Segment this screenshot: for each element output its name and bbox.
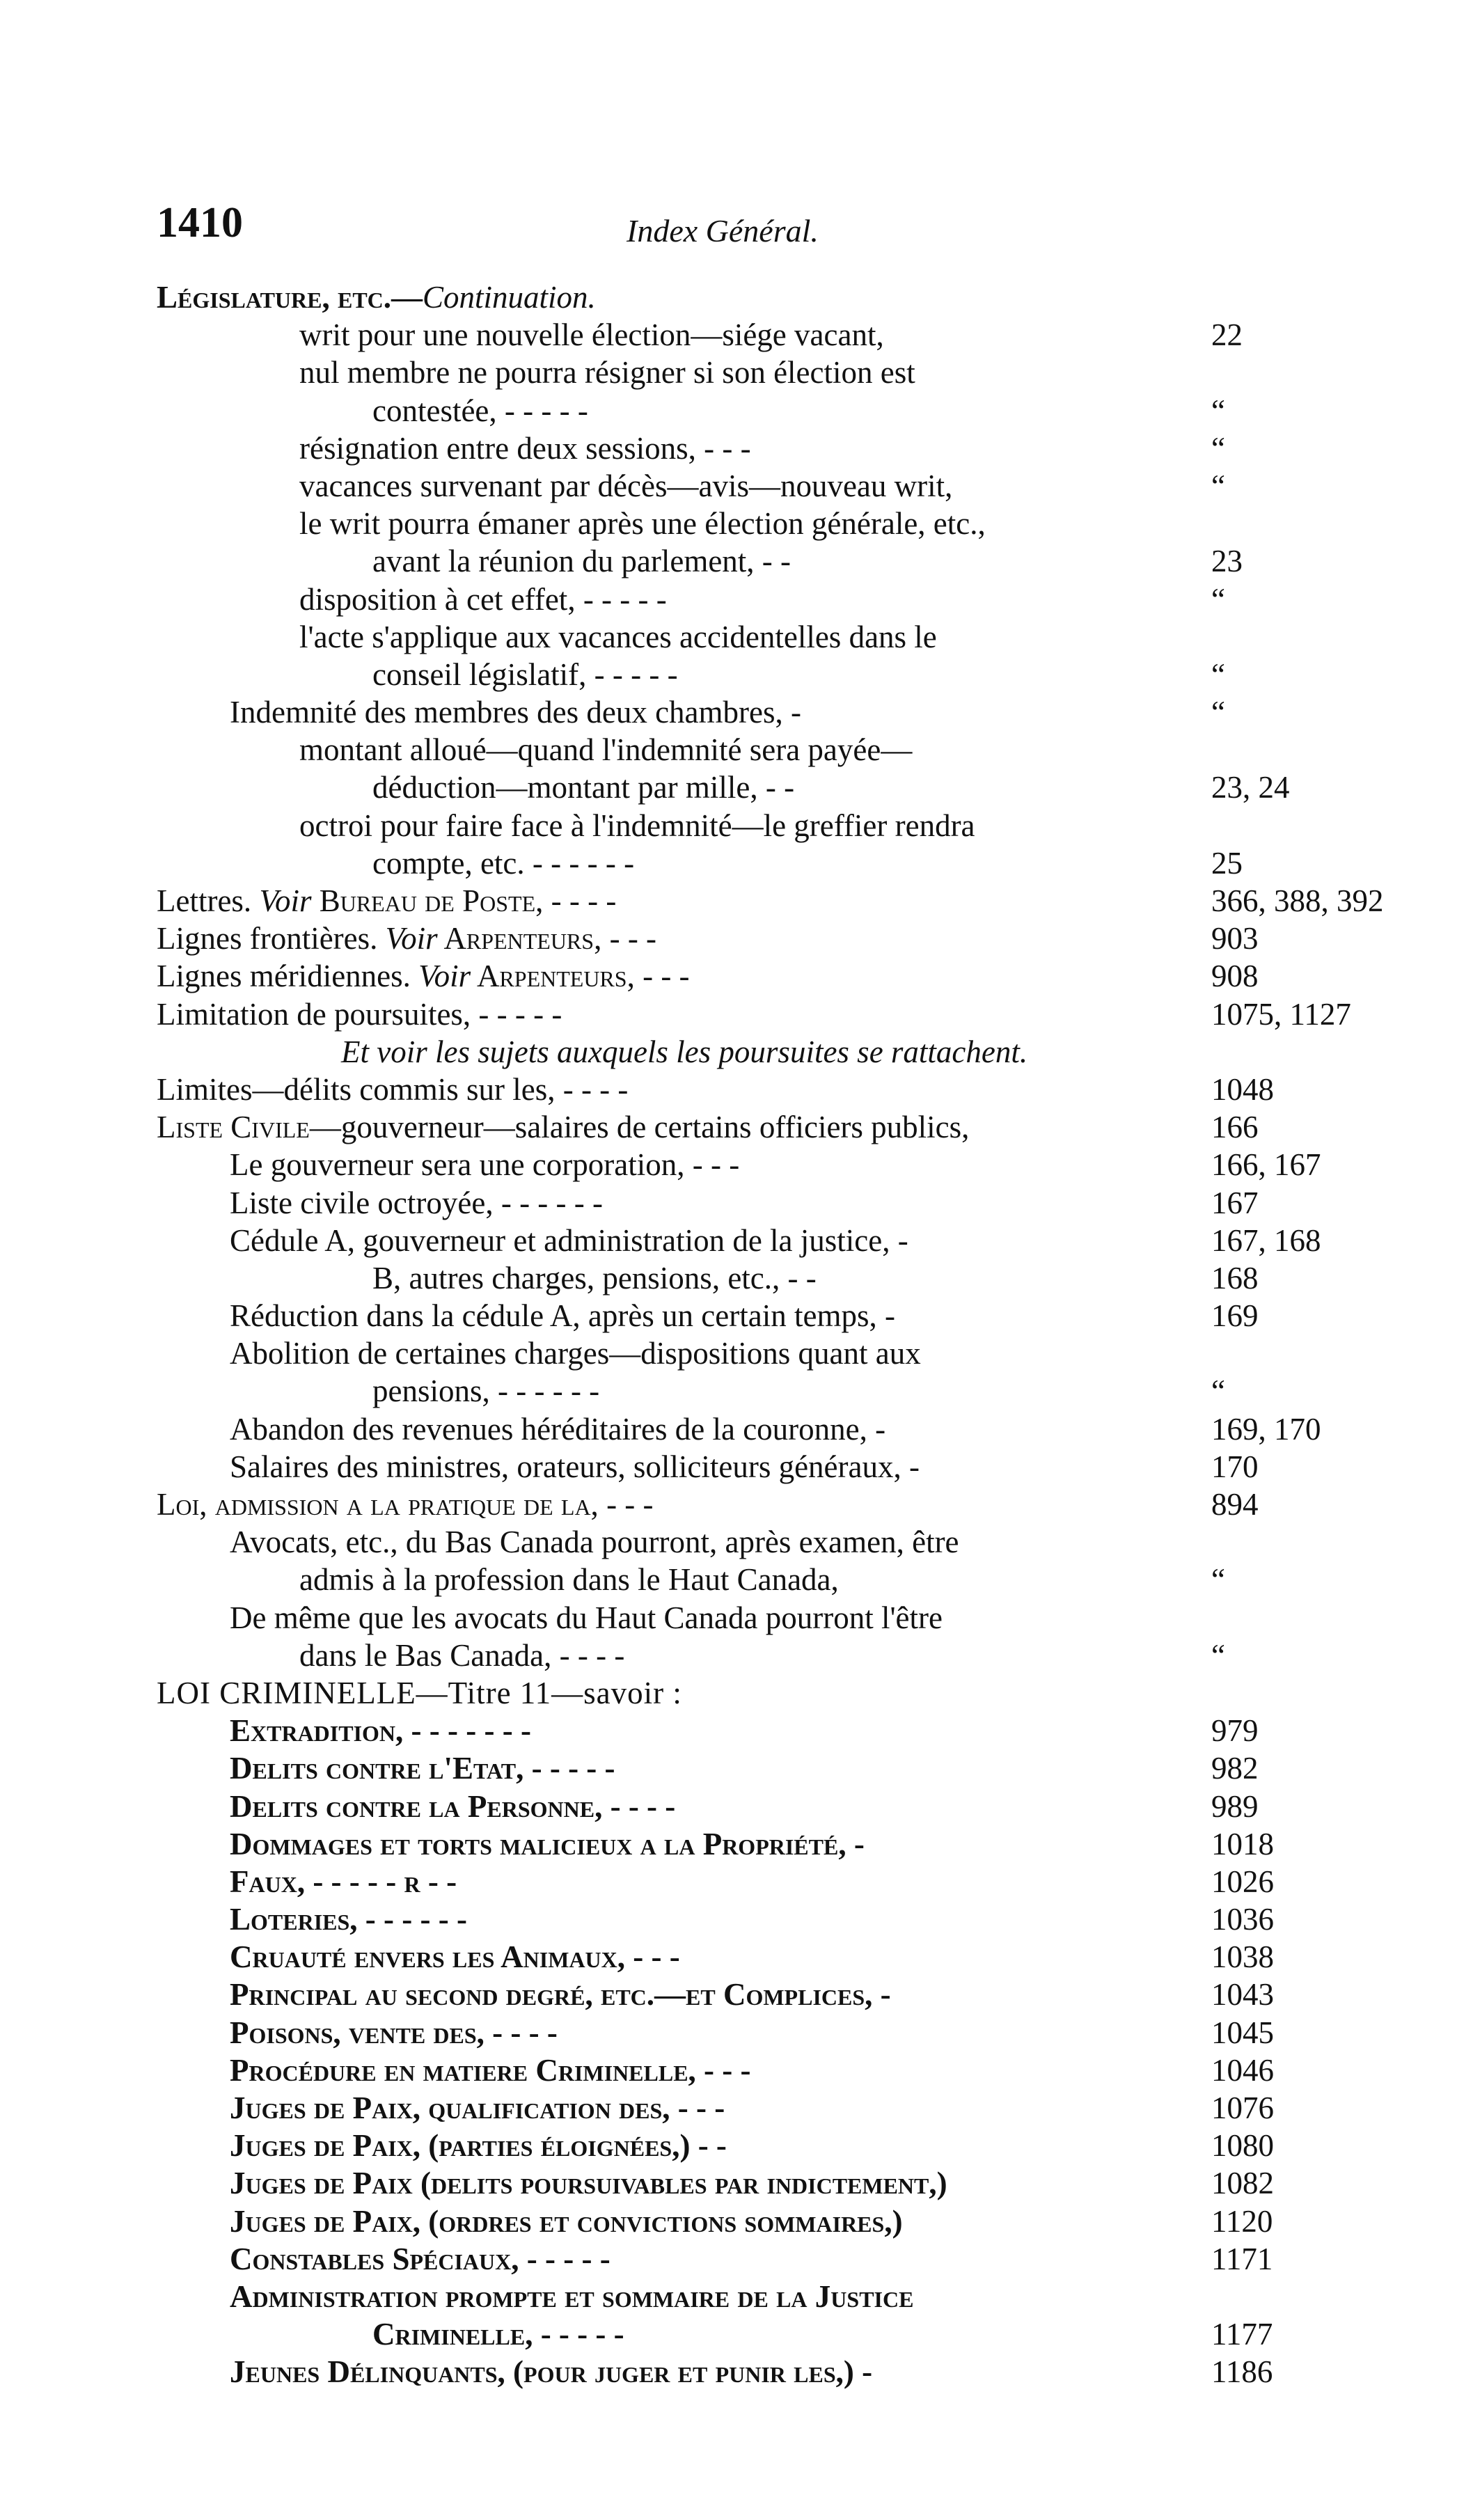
index-entry (0, 844, 1473, 882)
index-entry (0, 2164, 1473, 2202)
entry-main: Lignes frontières. (157, 921, 386, 956)
index-entry (0, 1788, 1473, 1825)
page-reference: 166 (1211, 1110, 1259, 1145)
entry-text (157, 1108, 969, 1146)
entry-main: Principal au second degré, etc.—et Complices, - (230, 1977, 891, 2013)
entry-text (157, 1071, 628, 1108)
page-reference: 166, 167 (1211, 1147, 1321, 1183)
entry-main: Cruauté envers les Animaux, - - - (230, 1939, 680, 1975)
index-entry (0, 2353, 1473, 2391)
index-entry (0, 2089, 1473, 2127)
entry-text (230, 1900, 467, 1938)
index-entry (0, 957, 1473, 995)
entry-text (299, 581, 667, 618)
entry-main: le writ pourra émaner après une élection générale, etc., (299, 506, 986, 542)
entry-main: Juges de Paix, (parties éloignées,) - - (230, 2128, 727, 2164)
index-entry (0, 1372, 1473, 1410)
entry-text (372, 542, 791, 580)
entry-main: Delits contre la Personne, - - - - (230, 1788, 676, 1824)
index-entry (0, 1448, 1473, 1486)
entry-main: Criminelle, - - - - - (372, 2317, 624, 2352)
index-entry (0, 1108, 1473, 1146)
index-entry (0, 769, 1473, 806)
index-entry (0, 882, 1473, 920)
entry-text (230, 1523, 959, 1561)
page-reference: 1080 (1211, 2128, 1274, 2164)
page-reference: 167 (1211, 1185, 1259, 1220)
entry-text (299, 807, 975, 844)
entry-text (230, 693, 801, 731)
entry-text (157, 1674, 682, 1712)
page-reference: 894 (1211, 1487, 1259, 1522)
entry-tail: Arpenteurs, - - - (471, 959, 690, 994)
entry-main: Lignes méridiennes. (157, 959, 419, 994)
index-entry (0, 1297, 1473, 1334)
entry-main: compte, etc. - - - - - - (372, 845, 635, 881)
index-entry (0, 2278, 1473, 2315)
index-entry (0, 995, 1473, 1033)
entry-main: writ pour une nouvelle élection—siége vacant, (299, 317, 884, 353)
entry-main: conseil législatif, - - - - - (372, 656, 678, 692)
running-head: Index Général. (627, 213, 819, 249)
page-reference: 989 (1211, 1788, 1259, 1824)
entry-text (230, 1184, 603, 1222)
entry-text (299, 467, 952, 505)
page-reference: 1076 (1211, 2090, 1274, 2125)
entry-main: Poisons, vente des, - - - - (230, 2015, 558, 2050)
entry-main: Limites—délits commis sur les, - - - - (157, 1071, 629, 1107)
entry-main: contestée, - - - - - (372, 393, 588, 428)
page-reference: “ (1211, 695, 1225, 730)
index-entry (0, 693, 1473, 731)
entry-main: Et voir les sujets auxquels les poursuites se rattachent. (341, 1034, 1028, 1069)
entry-text (157, 278, 596, 316)
entry-text (230, 1863, 457, 1900)
entry-main: montant alloué—quand l'indemnité sera payée— (299, 732, 913, 768)
index-entry (0, 1825, 1473, 1863)
see-reference: Voir (259, 883, 312, 918)
entry-main: Dommages et torts malicieux a la Propriété, - (230, 1826, 865, 1861)
entry-text (372, 1372, 599, 1410)
entry-main: Delits contre l'Etat, - - - - - (230, 1751, 615, 1786)
page-reference: 366, 388, 392 (1211, 883, 1384, 918)
entry-text (157, 957, 690, 995)
index-entry (0, 467, 1473, 505)
page-reference: 1045 (1211, 2015, 1274, 2050)
index-entry (0, 1599, 1473, 1637)
entry-text (230, 1448, 920, 1486)
index-entry (0, 1222, 1473, 1259)
index-entry (0, 1712, 1473, 1749)
entry-text (230, 2089, 725, 2127)
entry-text (230, 1410, 885, 1448)
index-entry (0, 618, 1473, 656)
page-reference: “ (1211, 1373, 1225, 1409)
index-entry (0, 430, 1473, 467)
entry-text (372, 2315, 624, 2353)
entry-main: pensions, - - - - - - (372, 1373, 600, 1409)
entry-main: l'acte s'applique aux vacances accidentelles dans le (299, 619, 937, 654)
index-entry (0, 656, 1473, 693)
index-entry (0, 2014, 1473, 2052)
entry-text (230, 2014, 558, 2052)
entry-text (230, 2278, 913, 2315)
entry-text (341, 1033, 1027, 1071)
index-entry (0, 2203, 1473, 2240)
entry-text (299, 316, 884, 354)
entry-text (230, 2164, 947, 2202)
entry-text (299, 618, 937, 656)
page-reference: 1026 (1211, 1864, 1274, 1899)
page-reference: 979 (1211, 1713, 1259, 1749)
page-reference: 1082 (1211, 2166, 1274, 2201)
page-reference: 170 (1211, 1449, 1259, 1484)
entry-main: Loteries, - - - - - - (230, 1902, 467, 1937)
page-reference: “ (1211, 430, 1225, 466)
entry-main: Jeunes Délinquants, (pour juger et punir les,) - (230, 2354, 873, 2390)
page-reference: 982 (1211, 1751, 1259, 1786)
entry-text (372, 769, 794, 806)
entry-main: nul membre ne pourra résigner si son élection est (299, 355, 915, 391)
index-entry (0, 1938, 1473, 1976)
entry-main: Faux, - - - - - r - - (230, 1864, 457, 1899)
entry-main: admis à la profession dans le Haut Canada, (299, 1562, 839, 1598)
entry-main: Constables Spéciaux, - - - - - (230, 2241, 611, 2276)
page-reference: 167, 168 (1211, 1222, 1321, 1258)
entry-tail: —gouverneur—salaires de certains officiers publics, (309, 1110, 970, 1145)
entry-text (230, 1749, 615, 1787)
entry-heading: Loi, admission a la pratique de la, (157, 1487, 599, 1522)
entry-text (230, 1146, 739, 1183)
entry-text (230, 1712, 531, 1749)
page-reference: 908 (1211, 959, 1259, 994)
index-entry (0, 2315, 1473, 2353)
entry-main: octroi pour faire face à l'indemnité—le greffier rendra (299, 808, 975, 843)
index-entry (0, 1410, 1473, 1448)
entry-text (230, 2127, 727, 2164)
index-entry (0, 1071, 1473, 1108)
index-entry (0, 2052, 1473, 2089)
page-reference: “ (1211, 468, 1225, 503)
entry-text (230, 1788, 675, 1825)
index-entry (0, 278, 1473, 316)
entry-text (372, 392, 588, 430)
entry-text (299, 1637, 624, 1674)
page-reference: “ (1211, 393, 1225, 428)
page-reference: 1075, 1127 (1211, 996, 1351, 1032)
entry-main: disposition à cet effet, - - - - - (299, 581, 667, 617)
index-entry (0, 1523, 1473, 1561)
page-reference: 1038 (1211, 1939, 1274, 1975)
entry-main: Liste civile octroyée, - - - - - - (230, 1185, 604, 1220)
entry-tail: - - - (598, 1487, 654, 1522)
entry-tail: Arpenteurs, - - - (437, 921, 657, 956)
index-entry (0, 581, 1473, 618)
entry-main: Indemnité des membres des deux chambres, - (230, 695, 801, 730)
entry-main: De même que les avocats du Haut Canada pourront l'être (230, 1600, 943, 1635)
page-reference: 1186 (1211, 2354, 1273, 2390)
index-entry (0, 1561, 1473, 1598)
entry-main: Limitation de poursuites, - - - - - (157, 996, 562, 1032)
page-reference: 25 (1211, 845, 1243, 881)
page-reference: 1046 (1211, 2052, 1274, 2088)
page-reference: 1177 (1211, 2317, 1273, 2352)
page-reference: 22 (1211, 317, 1243, 353)
page-reference: “ (1211, 656, 1225, 692)
entry-main: avant la réunion du parlement, - - (372, 544, 791, 579)
index-entry (0, 731, 1473, 769)
index-entry (0, 505, 1473, 542)
entry-main: Législature, etc.— (157, 280, 423, 315)
entry-main: Lettres. (157, 883, 260, 918)
index-entry (0, 1259, 1473, 1297)
entry-text (230, 1599, 943, 1637)
entry-text (299, 354, 915, 391)
index-entry (0, 1486, 1473, 1523)
page-reference: “ (1211, 1637, 1225, 1673)
index-entry (0, 1749, 1473, 1787)
entry-main: B, autres charges, pensions, etc., - - (372, 1260, 817, 1296)
entry-text (157, 1486, 654, 1523)
page-reference: 1048 (1211, 1071, 1274, 1107)
index-entry (0, 1033, 1473, 1071)
index-entry (0, 1976, 1473, 2013)
index-entry (0, 316, 1473, 354)
see-reference: Voir (385, 921, 438, 956)
entry-heading: Liste Civile (157, 1110, 310, 1145)
entry-text (230, 1825, 865, 1863)
entry-text (372, 1259, 817, 1297)
entry-text (157, 882, 616, 920)
index-entry (0, 392, 1473, 430)
page-reference: 23, 24 (1211, 770, 1290, 805)
index-entry (0, 542, 1473, 580)
entry-main: dans le Bas Canada, - - - - (299, 1637, 625, 1673)
page-reference: 1036 (1211, 1902, 1274, 1937)
entry-main: Extradition, - - - - - - - (230, 1713, 531, 1749)
index-entry (0, 1674, 1473, 1712)
index-entry (0, 2240, 1473, 2278)
entry-tail: Bureau de Poste, - - - - (311, 883, 617, 918)
entry-text (372, 656, 678, 693)
entry-main: Cédule A, gouverneur et administration de la justice, - (230, 1222, 908, 1258)
page-reference: “ (1211, 1562, 1225, 1598)
entry-main: Réduction dans la cédule A, après un certain temps, - (230, 1298, 895, 1334)
entry-main: Le gouverneur sera une corporation, - - - (230, 1147, 740, 1183)
entry-main: Juges de Paix, qualification des, - - - (230, 2090, 725, 2125)
entry-text (157, 995, 562, 1033)
index-entry (0, 1334, 1473, 1372)
entry-text (299, 1561, 839, 1598)
page-reference: 1120 (1211, 2203, 1273, 2239)
index-entry (0, 807, 1473, 844)
page-reference: 23 (1211, 544, 1243, 579)
page-reference: 168 (1211, 1260, 1259, 1296)
page-reference: 1171 (1211, 2241, 1273, 2276)
index-entry (0, 1146, 1473, 1183)
page-reference: 1043 (1211, 1977, 1274, 2013)
index-list (0, 278, 1473, 2391)
entry-text (299, 505, 986, 542)
index-entry (0, 920, 1473, 957)
entry-main: Abolition de certaines charges—dispositions quant aux (230, 1336, 921, 1371)
index-entry (0, 1637, 1473, 1674)
page-reference: 169, 170 (1211, 1411, 1321, 1447)
index-entry (0, 1184, 1473, 1222)
page-reference: “ (1211, 581, 1225, 617)
page-reference: 903 (1211, 921, 1259, 956)
entry-text (230, 1938, 680, 1976)
entry-italic: Continuation. (423, 280, 596, 315)
index-entry (0, 1900, 1473, 1938)
entry-main: Avocats, etc., du Bas Canada pourront, après examen, être (230, 1525, 959, 1560)
entry-text (299, 731, 912, 769)
index-entry (0, 354, 1473, 391)
entry-main: Procédure en matiere Criminelle, - - - (230, 2052, 751, 2088)
entry-text (157, 920, 656, 957)
entry-text (372, 844, 634, 882)
entry-text (230, 1222, 908, 1259)
entry-main: Abandon des revenues héréditaires de la couronne, - (230, 1411, 886, 1447)
entry-text (230, 1334, 921, 1372)
entry-main: Juges de Paix (delits poursuivables par indictement,) (230, 2166, 947, 2201)
entry-main: LOI CRIMINELLE—Titre 11—savoir : (157, 1675, 682, 1710)
index-entry (0, 2127, 1473, 2164)
entry-text (230, 2052, 751, 2089)
entry-text (230, 2240, 611, 2278)
entry-main: vacances survenant par décès—avis—nouveau writ, (299, 468, 953, 503)
entry-text (230, 1976, 891, 2013)
entry-text (230, 2353, 872, 2391)
page-reference: 1018 (1211, 1826, 1274, 1861)
entry-main: déduction—montant par mille, - - (372, 770, 795, 805)
page-reference: 169 (1211, 1298, 1259, 1334)
entry-text (299, 430, 751, 467)
entry-main: Juges de Paix, (ordres et convictions sommaires,) (230, 2203, 903, 2239)
entry-main: résignation entre deux sessions, - - - (299, 430, 751, 466)
see-reference: Voir (418, 959, 471, 994)
entry-text (230, 2203, 903, 2240)
page-number: 1410 (157, 199, 243, 246)
entry-text (230, 1297, 895, 1334)
index-entry (0, 1863, 1473, 1900)
entry-main: Salaires des ministres, orateurs, solliciteurs généraux, - (230, 1449, 920, 1484)
entry-main: Administration prompte et sommaire de la Justice (230, 2278, 914, 2314)
